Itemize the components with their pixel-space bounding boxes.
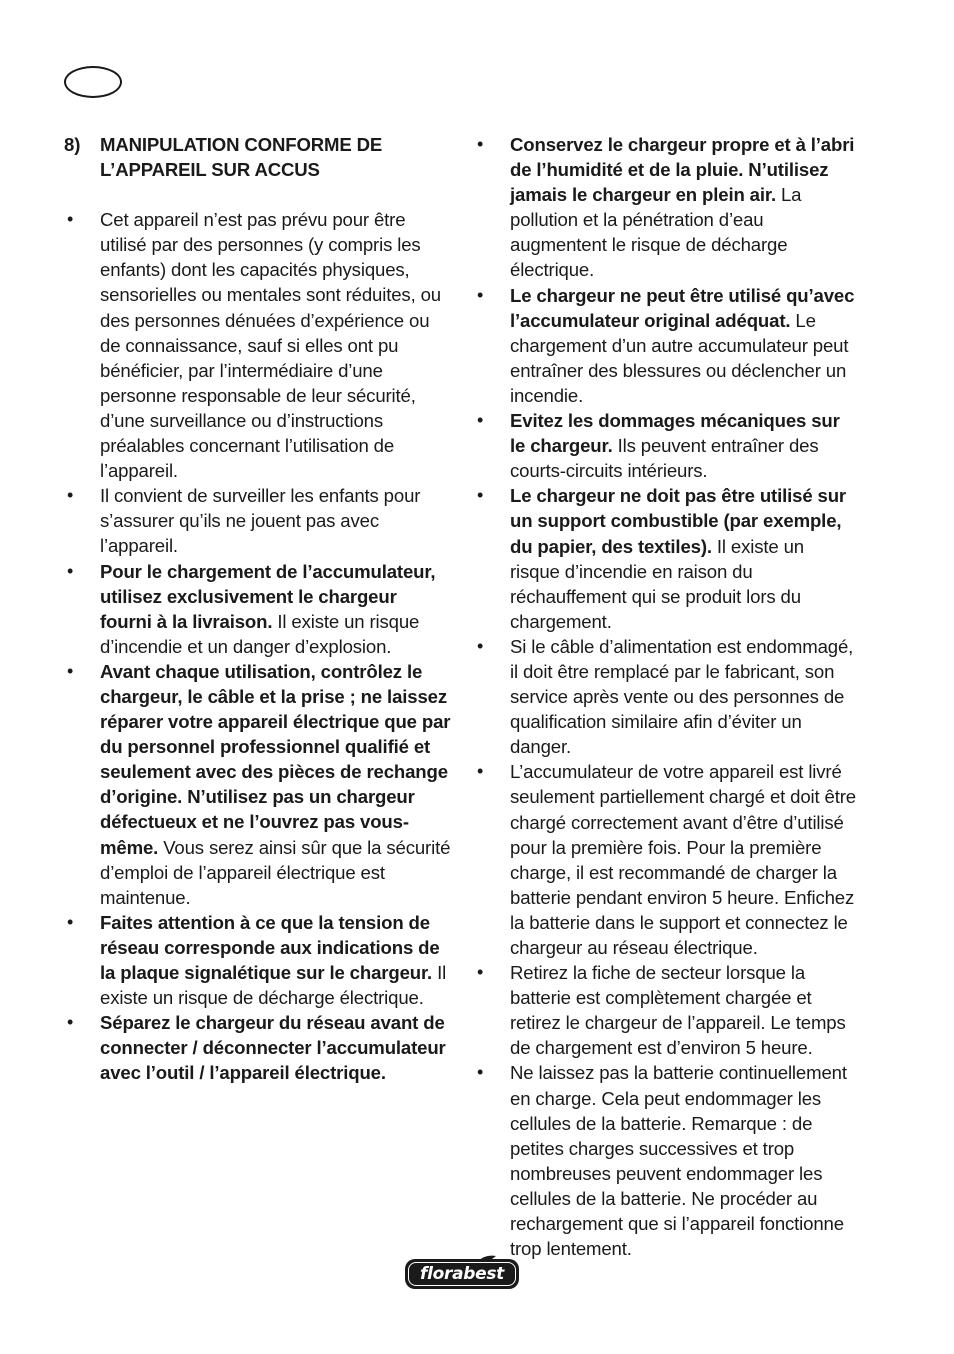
item-bold-text: Séparez le chargeur du réseau avant de connecter / déconnecter l’accumulateur avec l’outil / l’appareil électrique.: [100, 1012, 446, 1084]
list-item: [474, 759, 858, 960]
item-bold-text: Le chargeur ne doit pas être utilisé sur un support combustible (par exemple, du papier, des textiles).: [510, 485, 847, 557]
bullet-icon: •: [67, 485, 74, 506]
right-safety-list: [474, 132, 858, 1261]
list-item: [474, 132, 858, 283]
item-bold-text: Le chargeur ne peut être utilisé qu’avec l’accumulateur original adéquat.: [510, 284, 855, 331]
bullet-icon: •: [67, 660, 74, 681]
list-item: [64, 910, 452, 1010]
item-text: Il existe un risque de décharge électrique.: [100, 962, 447, 1009]
bullet-icon: •: [67, 911, 74, 932]
item-bold-text: Avant chaque utilisation, contrôlez le chargeur, le câble et la prise ; ne laissez réparer votre appareil électrique que par du personnel professionnel qualifié et seulement avec des pièces de rechange d’origine. N’utilisez pas un chargeur défectueux et ne l’ouvrez pas vous-même.: [100, 660, 451, 858]
language-badge-oval: [64, 66, 122, 98]
section-heading: [64, 132, 452, 182]
item-text: Si le câble d’alimentation est endommagé, il doit être remplacé par le fabricant, son service après vente ou des personnes de qualification similaire afin d’éviter un danger.: [510, 635, 854, 758]
list-item: [474, 408, 858, 483]
item-text: Il convient de surveiller les enfants pour s’assurer qu’ils ne jouent pas avec l’appareil.: [100, 485, 421, 557]
bullet-icon: •: [477, 410, 484, 431]
bullet-icon: •: [477, 134, 484, 154]
logo-wordmark: florabest: [419, 1264, 504, 1284]
item-text: Le chargement d’un autre accumulateur peut entraîner des blessures ou déclencher un incendie.: [510, 309, 849, 406]
right-column: [474, 132, 858, 1261]
list-item: [474, 483, 858, 634]
left-safety-list: [64, 207, 452, 1085]
list-item: [474, 283, 858, 408]
list-item: [474, 634, 858, 759]
item-bold-text: Evitez les dommages mécaniques sur le chargeur.: [510, 410, 840, 457]
brand-logo: [405, 1255, 519, 1289]
list-item: [64, 483, 452, 558]
item-bold-text: Faites attention à ce que la tension de réseau corresponde aux indications de la plaque signalétique sur le chargeur.: [100, 911, 440, 983]
item-text: L’accumulateur de votre appareil est livré seulement partiellement chargé et doit être chargé correctement avant d’être d’utilisé pour la première fois. Pour la première charge, il est recommandé de charger la batterie pendant environ 5 heure. Enfichez la batterie dans le support et connectez le chargeur au réseau électrique.: [510, 761, 856, 958]
bullet-icon: •: [67, 560, 74, 581]
item-text: Ils peuvent entraîner des courts-circuits intérieurs.: [510, 435, 819, 482]
item-text: Retirez la fiche de secteur lorsque la batterie est complètement chargée et retirez le chargeur de l’appareil. Le temps de chargement est d’environ 5 heure.: [510, 962, 846, 1059]
bullet-icon: •: [477, 1062, 484, 1083]
bullet-icon: •: [477, 962, 484, 983]
item-text: Il existe un risque d’incendie en raison du réchauffement qui se produit lors du chargement.: [510, 535, 804, 632]
item-bold-text: Pour le chargement de l’accumulateur, utilisez exclusivement le chargeur fourni à la livraison.: [100, 560, 436, 632]
left-column: [64, 132, 452, 1085]
item-bold-text: Conservez le chargeur propre et à l’abri de l’humidité et de la pluie. N’utilisez jamais le chargeur en plein air.: [510, 134, 855, 206]
list-item: [64, 659, 452, 910]
list-item: [64, 207, 452, 483]
bullet-icon: •: [477, 635, 484, 656]
list-item: [64, 559, 452, 659]
item-text: Vous serez ainsi sûr que la sécurité d’emploi de l’appareil électrique est maintenue.: [100, 836, 451, 908]
list-item: [64, 1010, 452, 1085]
bullet-icon: •: [477, 485, 484, 506]
bullet-icon: •: [477, 761, 484, 782]
item-text: Il existe un risque d’incendie et un danger d’explosion.: [100, 610, 420, 657]
bullet-icon: •: [67, 1012, 74, 1033]
section-title: MANIPULATION CONFORME DE L’APPAREIL SUR ACCUS: [100, 134, 383, 181]
item-text: Ne laissez pas la batterie continuellement en charge. Cela peut endommager les cellules de la batterie. Remarque : de petites charges successives et trop nombreuses peuvent endommager les cellules de la batterie. Ne procéder au rechargement que si l’appareil fonctionne trop lentement.: [510, 1062, 847, 1260]
list-item: [474, 1060, 858, 1261]
item-text: La pollution et la pénétration d’eau augmentent le risque de décharge électrique.: [510, 184, 802, 281]
bullet-icon: •: [477, 284, 484, 305]
section-number: 8): [64, 134, 81, 155]
bullet-icon: •: [67, 209, 74, 230]
item-text: Cet appareil n’est pas prévu pour être utilisé par des personnes (y compris les enfants) dont les capacités physiques, sensorielles ou mentales sont réduites, ou des personnes dénuées d’expérience ou de connaissance, sauf si elles ont pu bénéficier, par l’intermédiaire d’une personne responsable de leur sécurité, d’une surveillance ou d’instructions préalables concernant l’utilisation de l’appareil.: [100, 209, 441, 482]
list-item: [474, 960, 858, 1060]
